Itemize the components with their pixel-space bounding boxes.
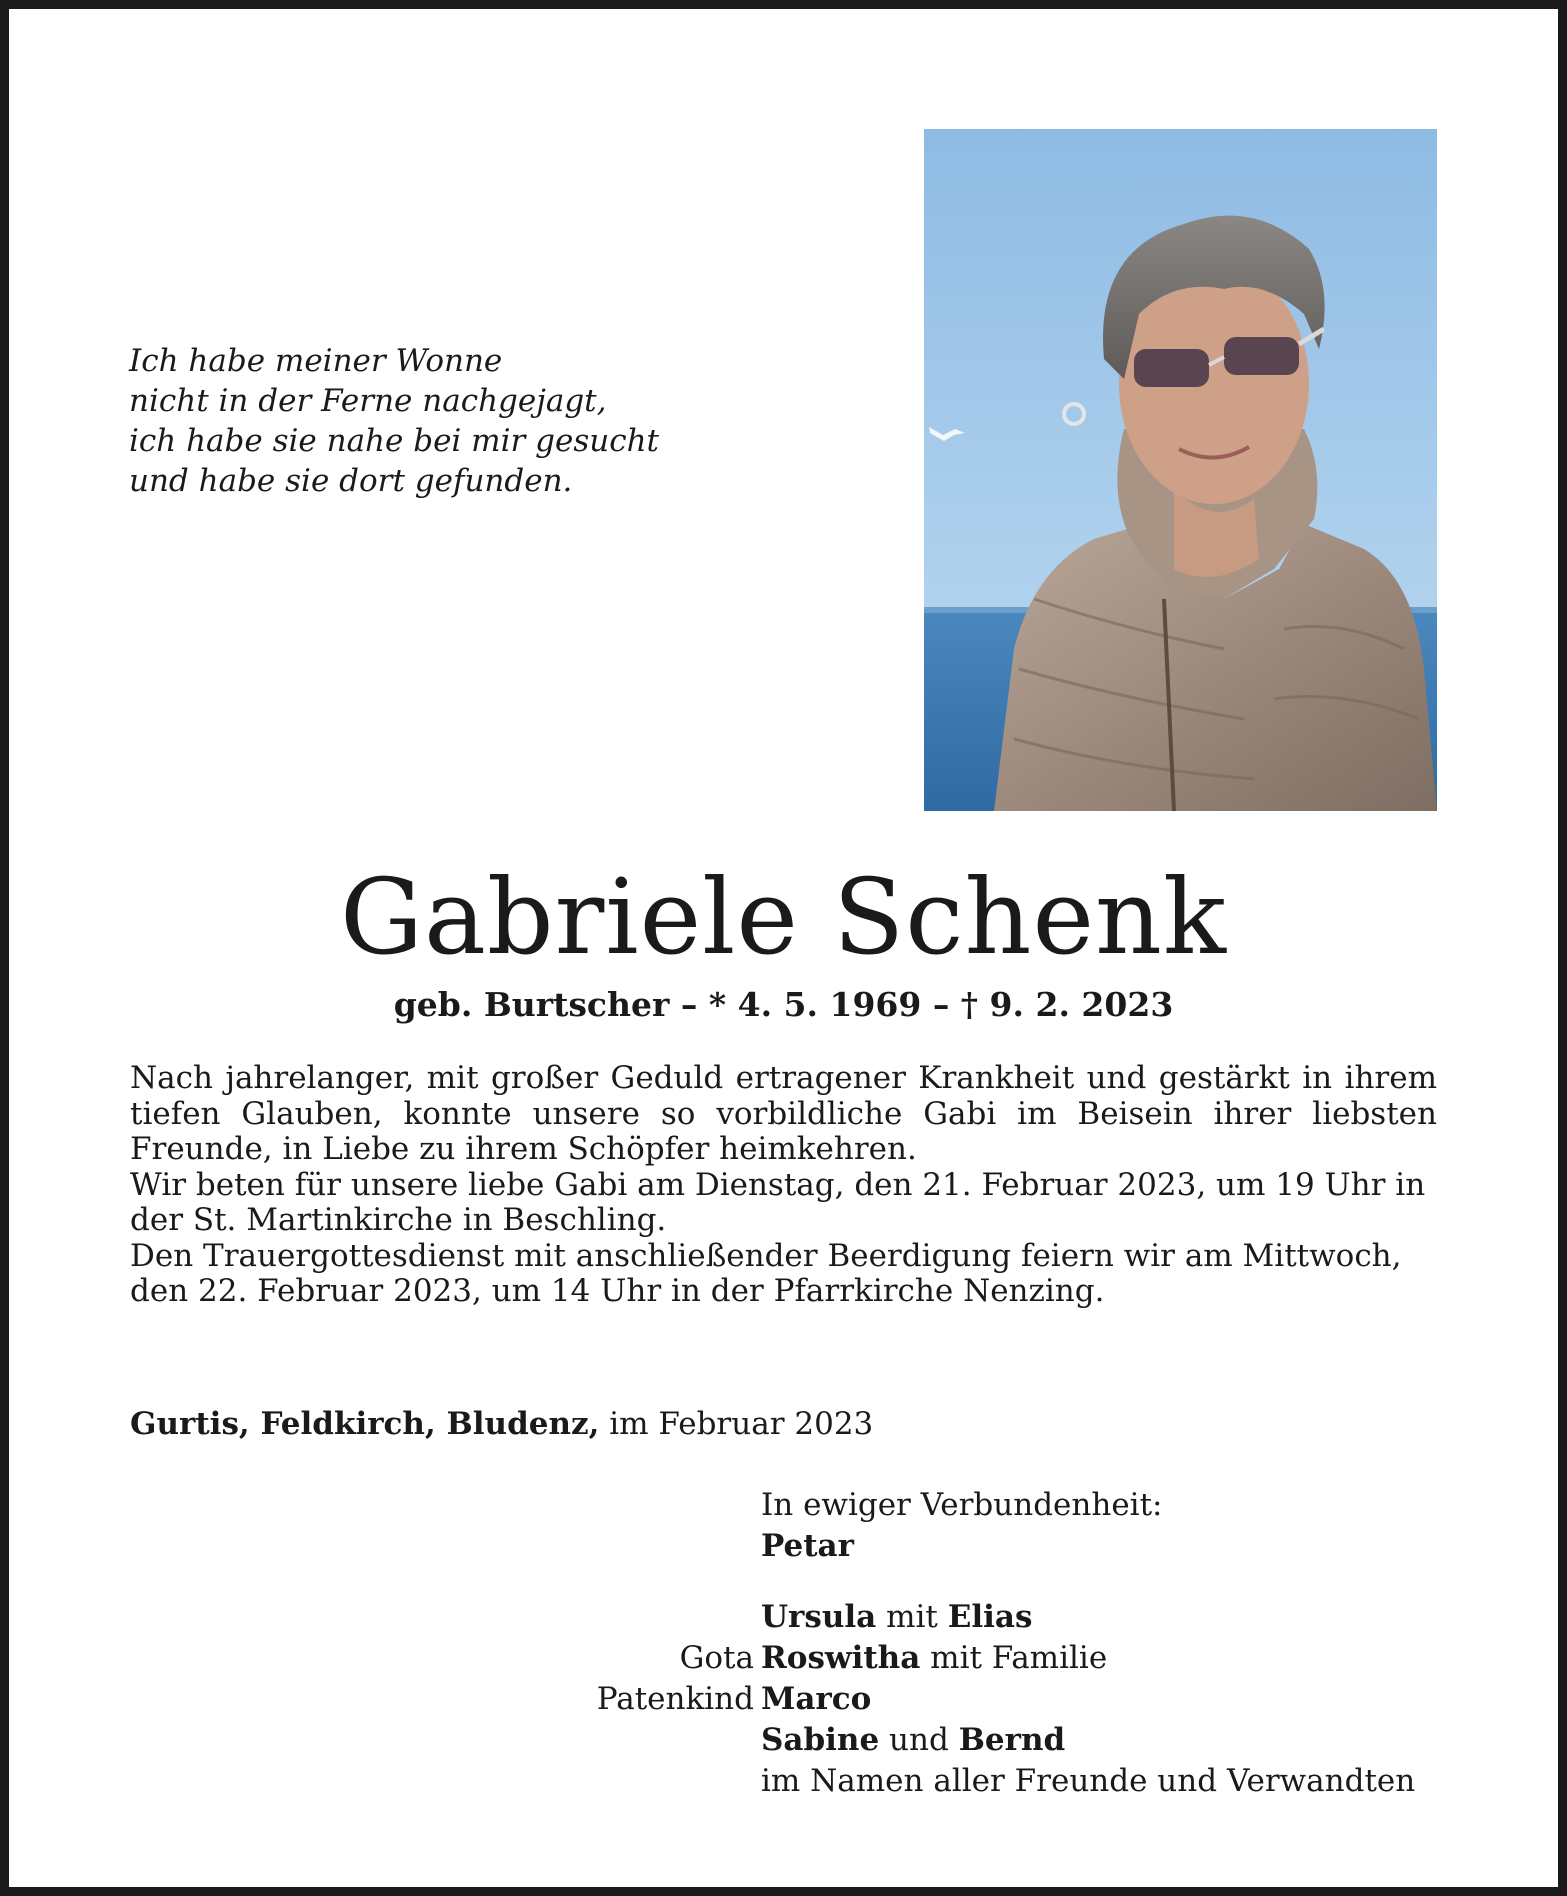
connector: und <box>889 1722 949 1758</box>
announcement-text <box>130 1061 1437 1310</box>
announcement-date: im Februar 2023 <box>609 1406 874 1442</box>
relation-label: Patenkind <box>596 1681 754 1717</box>
mourners-closing: im Namen aller Freunde und Verwandten <box>761 1763 1416 1799</box>
mourner-name: Ursula <box>761 1599 877 1635</box>
sunglasses-left <box>1134 349 1209 387</box>
mourner-name: Petar <box>761 1528 854 1564</box>
poem-line: Ich habe meiner Wonne <box>129 343 503 379</box>
locations: Gurtis, Feldkirch, Bludenz, <box>130 1406 600 1442</box>
mourner-name: Marco <box>761 1681 872 1717</box>
mourner-name: Sabine <box>761 1722 880 1758</box>
sunglasses-right <box>1224 337 1299 375</box>
paragraph: Wir beten für unsere liebe Gabi am Dienstag, den 21. Februar 2023, um 19 Uhr in der St. Martinkirche in Beschling. <box>130 1166 1426 1238</box>
mourner-name: Roswitha <box>761 1640 921 1676</box>
mourner-name: Bernd <box>958 1722 1066 1758</box>
deceased-name: Gabriele Schenk <box>339 856 1228 978</box>
place-date-line <box>130 1404 873 1444</box>
poem-line: ich habe sie nahe bei mir gesucht <box>129 423 660 459</box>
mourner-name: Elias <box>947 1599 1033 1635</box>
portrait-illustration <box>924 129 1437 811</box>
connector: mit <box>886 1599 938 1635</box>
mourners-intro: In ewiger Verbundenheit: <box>761 1487 1163 1523</box>
portrait-photo <box>924 129 1437 811</box>
poem-line: nicht in der Ferne nachgejagt, <box>129 383 607 419</box>
connector: mit Familie <box>930 1640 1108 1676</box>
paragraph: Den Trauergottesdienst mit anschließender Beerdigung feiern wir am Mittwoch, den 22. Februar 2023, um 14 Uhr in der Pfarrkirche Nenzing. <box>130 1237 1402 1309</box>
poem-line: und habe sie dort gefunden. <box>129 463 573 499</box>
poem <box>129 341 659 501</box>
mourners-list <box>9 1485 1558 1802</box>
paragraph: Nach jahrelanger, mit großer Geduld ertragener Krankheit und gestärkt in ihrem tiefen Glauben, konnte unsere so vorbildliche Gabi im Beisein ihrer liebsten Freunde, in Liebe zu ihrem Schöpfer heimkehren. <box>130 1060 1437 1167</box>
relation-label: Gota <box>679 1640 754 1676</box>
birth-death-dates: geb. Burtscher – * 4. 5. 1969 – † 9. 2. 2023 <box>393 985 1174 1024</box>
